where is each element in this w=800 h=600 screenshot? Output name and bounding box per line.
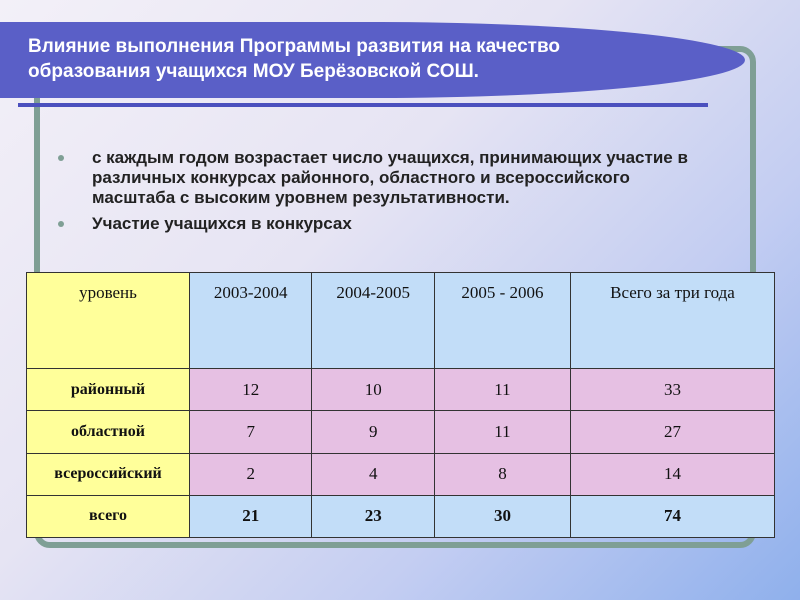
table-cell: 2 [190,453,312,495]
header-cell-year: 2004-2005 [312,273,434,369]
header-cell-year: 2005 - 2006 [434,273,570,369]
bullet-dot-icon [58,221,64,227]
table-cell: 21 [190,495,312,537]
table-cell: 11 [434,411,570,453]
table-cell: 11 [434,369,570,411]
bullet-dot-icon [58,155,64,161]
table-cell: 74 [570,495,774,537]
table-header-row [27,273,775,369]
row-level-label: всего [27,495,190,537]
row-level-label: районный [27,369,190,411]
header-cell-total: Всего за три года [570,273,774,369]
table-cell: 10 [312,369,434,411]
table-cell: 7 [190,411,312,453]
contest-table [26,272,775,538]
bullet-list [58,148,698,240]
slide-title-line-1: Влияние выполнения Программы развития на качество [28,36,561,57]
slide-title [28,34,668,84]
header-cell-year: 2003-2004 [190,273,312,369]
bullet-text: с каждым годом возрастает число учащихся, принимающих участие в различных конкурсах районного, областного и всероссийского масштаба с высоким уровнем результативности. [92,148,688,207]
bullet-item [58,214,698,234]
table-cell: 12 [190,369,312,411]
table-cell: 30 [434,495,570,537]
table-row [27,411,775,453]
row-level-label: всероссийский [27,453,190,495]
table-cell: 27 [570,411,774,453]
bullet-text: Участие учащихся в конкурсах [92,214,352,233]
table-cell: 14 [570,453,774,495]
slide-title-line-2: образования учащихся МОУ Берёзовской СОШ. [28,61,479,82]
row-level-label: областной [27,411,190,453]
table-row [27,369,775,411]
table-row [27,453,775,495]
table-cell: 8 [434,453,570,495]
table-total-row [27,495,775,537]
bullet-item [58,148,698,208]
table-cell: 23 [312,495,434,537]
header-cell-level: уровень [27,273,190,369]
title-underline [18,103,708,107]
table-cell: 9 [312,411,434,453]
table-cell: 33 [570,369,774,411]
table-cell: 4 [312,453,434,495]
